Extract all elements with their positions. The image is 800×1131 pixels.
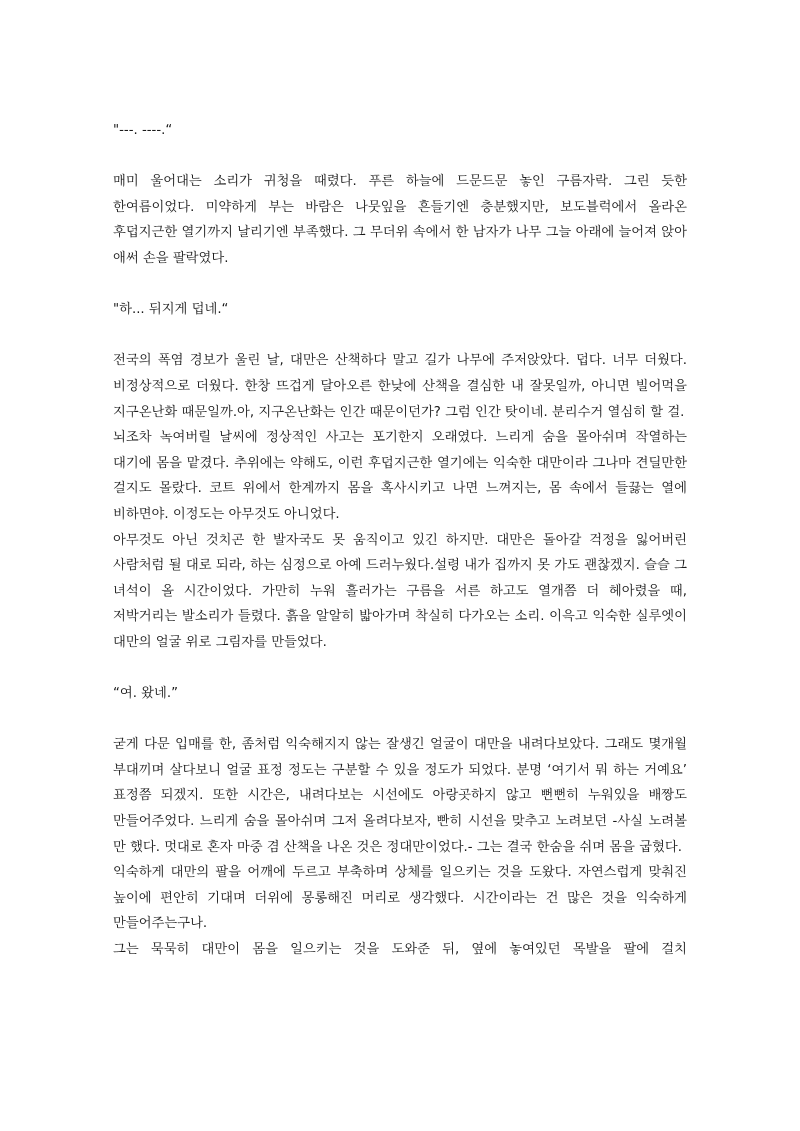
narrative-paragraph-6: 익숙하게 대만의 팔을 어깨에 두르고 부축하며 상체를 일으키는 것을 도왔다. 자연스럽게 맞춰진 높이에 편안히 기대며 더위에 몽롱해진 머리로 생각했다. 시간이라는 건 많은 것을 익숙하게 만들어주는구나. xyxy=(113,865,687,932)
paragraph-gap xyxy=(113,144,687,170)
narrative-paragraph-5: 굳게 다문 입매를 한, 좀처럼 익숙해지지 않는 잘생긴 얼굴이 대만을 내려다보았다. 그래도 몇개월 부대끼며 살다보니 얼굴 표정 정도는 구분할 수 있을 정도가 되었다. 분명 ‘여기서 뭐 하는 거예요’ 표정쯤 되겠지. 또한 시간은, 내려다보는 시선에도 아랑곳하지 않고 뻔뻔히 누워있을 배짱도 만들어주었다. 느리게 숨을 몰아쉬며 그저 올려다보자, 빤히 시선을 맞추고 노려보던 -사실 노려볼 만 했다. 멋대로 혼자 마중 겸 산책을 나온 것은 정대만이었다.- 그는 결국 한숨을 쉬며 몸을 굽혔다. xyxy=(113,737,687,855)
paragraph-gap xyxy=(113,655,687,681)
narrative-paragraph-1: 매미 울어대는 소리가 귀청을 때렸다. 푸른 하늘에 드문드문 놓인 구름자락. 그린 듯한 한여름이었다. 미약하게 부는 바람은 나뭇잎을 흔들기엔 충분했지만, 보도블럭에서 올라온 후덥지근한 열기까지 날리기엔 부족했다. 그 무더위 속에서 한 남자가 나무 그늘 아래에 늘어져 앉아 애써 손을 팔락였다. xyxy=(113,174,687,266)
dialogue-line-1: "---. ----.“ xyxy=(113,123,173,138)
dialogue-line-2: "하... 뒤지게 덥네.“ xyxy=(113,302,229,318)
narrative-paragraph-2: 전국의 폭염 경보가 울린 날, 대만은 산책하다 말고 길가 나무에 주저앉았다. 덥다. 너무 더웠다. 비정상적으로 더웠다. 한창 뜨겁게 달아오른 한낮에 산책을 결심한 내 잘못일까, 아니면 빌어먹을 지구온난화 때문일까.아, 지구온난화는 인간 때문이던가? 그럼 인간 탓이네. 분리수거 열심히 할 걸. xyxy=(113,353,687,420)
narrative-paragraph-3: 뇌조차 녹여버릴 날씨에 정상적인 사고는 포기한지 오래였다. 느리게 숨을 몰아쉬며 작열하는 대기에 몸을 맡겼다. 추위에는 약해도, 이런 후덥지근한 열기에는 익숙한 대만이라 그나마 견딜만한 걸지도 몰랐다. 코트 위에서 한계까지 몸을 혹사시키고 나면 느껴지는, 몸 속에서 들끓는 열에 비하면야. 이정도는 아무것도 아니었다. xyxy=(113,430,687,522)
paragraph-gap xyxy=(113,272,687,298)
paragraph-gap xyxy=(113,323,687,349)
paragraph-gap xyxy=(113,707,687,733)
document-page xyxy=(113,118,687,963)
dialogue-line-3: “여. 왔네.” xyxy=(113,686,178,702)
narrative-paragraph-4: 아무것도 아닌 것치곤 한 발자국도 못 움직이고 있긴 하지만. 대만은 돌아갈 걱정을 잃어버린 사람처럼 될 대로 되라, 하는 심정으로 아예 드러누웠다.설령 내가 집까지 못 가도 괜찮겠지. 슬슬 그 녀석이 올 시간이었다. 가만히 누워 흘러가는 구름을 서른 하고도 열개쯤 더 헤아렸을 때, 저박거리는 발소리가 들렸다. 흙을 알알히 밟아가며 착실히 다가오는 소리. 이윽고 익숙한 실루엣이 대만의 얼굴 위로 그림자를 만들었다. xyxy=(113,532,687,650)
narrative-paragraph-7: 그는 묵묵히 대만이 몸을 일으키는 것을 도와준 뒤, 옆에 놓여있던 목발을 팔에 걸치 xyxy=(113,942,687,957)
